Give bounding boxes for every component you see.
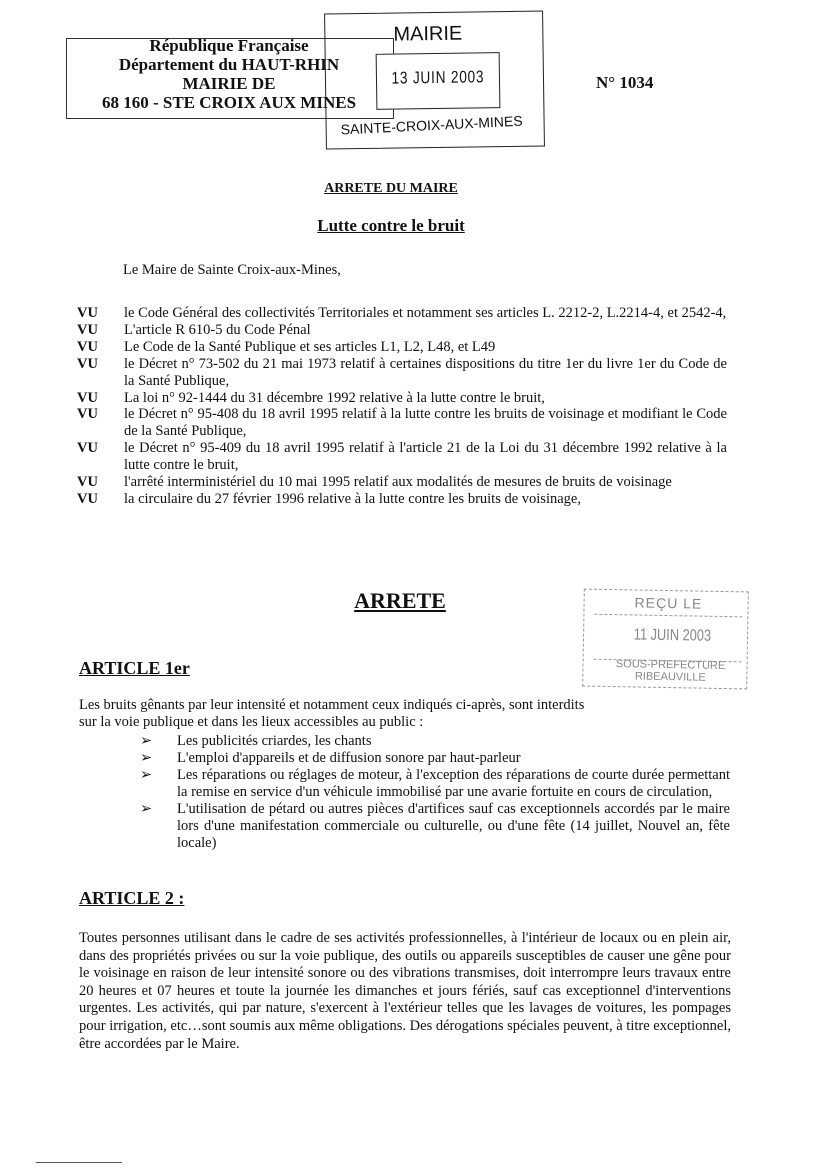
arrow-bullet-icon: ➢ [140, 750, 153, 766]
vu-text: le Décret n° 73-502 du 21 mai 1973 relatif à certaines dispositions du titre 1er du livre 1er du Code de la Santé Publique, [124, 355, 727, 389]
vu-text: La loi n° 92-1444 du 31 décembre 1992 relative à la lutte contre le bruit, [124, 389, 545, 406]
intro-line: Le Maire de Sainte Croix-aux-Mines, [123, 262, 341, 278]
article-1-intro-line-2: sur la voie publique et dans les lieux accessibles au public : [79, 714, 424, 730]
vu-label: VU [77, 389, 98, 406]
header-line-address: 68 160 - STE CROIX AUX MINES [101, 93, 357, 112]
header-line-department: Département du HAUT-RHIN [118, 55, 340, 74]
received-office-1: SOUS-PREFECTURE [615, 658, 726, 673]
received-date: 11 JUIN 2003 [633, 626, 712, 645]
article-1-bullets [140, 733, 730, 852]
received-office [595, 658, 745, 685]
vu-label: VU [77, 321, 98, 338]
bullet-item [140, 767, 730, 801]
stamp-title: MAIRIE [393, 22, 463, 46]
vu-item [77, 305, 727, 322]
vu-text: la circulaire du 27 février 1996 relative à la lutte contre les bruits de voisinage, [124, 490, 581, 507]
header-line-mairie: MAIRIE DE [182, 74, 276, 93]
arrow-bullet-icon: ➢ [140, 767, 153, 783]
stamp-town: SAINTE-CROIX-AUX-MINES [340, 112, 523, 138]
received-stamp [582, 589, 749, 690]
vu-label: VU [77, 474, 98, 491]
vu-label: VU [77, 440, 98, 457]
vu-item [77, 474, 727, 491]
header-line-republic: République Française [149, 36, 309, 55]
stamp-date-box [376, 52, 501, 110]
vu-item [77, 491, 727, 508]
vu-text: l'arrêté interministériel du 10 mai 1995 relatif aux modalités de mesures de bruits de voisinage [124, 474, 672, 491]
stamp-date: 13 JUIN 2003 [391, 67, 485, 88]
mairie-stamp [324, 10, 545, 149]
arrow-bullet-icon: ➢ [140, 801, 153, 817]
bullet-item [140, 801, 730, 852]
document-number: N° 1034 [596, 73, 654, 92]
document-subject: Lutte contre le bruit [317, 216, 465, 235]
bullet-item [140, 733, 730, 750]
vu-item [77, 440, 727, 474]
vu-item [77, 339, 727, 356]
bullet-text: Les publicités criardes, les chants [177, 733, 372, 749]
vu-text: Le Code de la Santé Publique et ses articles L1, L2, L48, et L49 [124, 338, 496, 355]
article-1-intro [79, 697, 719, 731]
bullet-item [140, 750, 730, 767]
vu-text: le Décret n° 95-408 du 18 avril 1995 relatif à la lutte contre les bruits de voisinage et modifiant le Code de la Santé Publique, [124, 406, 727, 440]
received-office-2: RIBEAUVILLE [634, 670, 706, 684]
vu-text: le Code Général des collectivités Territoriales et notamment ses articles L. 2212-2, L.2214-4, et 2542-4, [124, 305, 727, 321]
article-1-title: ARTICLE 1er [79, 658, 190, 678]
vu-label: VU [77, 490, 98, 507]
document-type: ARRETE DU MAIRE [324, 181, 458, 196]
article-1-intro-line-1: Les bruits gênants par leur intensité et notamment ceux indiqués ci-après, sont interdits [79, 697, 585, 713]
vu-label: VU [77, 406, 98, 423]
bullet-text: L'emploi d'appareils et de diffusion sonore par haut-parleur [177, 750, 521, 766]
bullet-text: Les réparations ou réglages de moteur, à l'exception des réparations de courte durée permettant la remise en service d'un véhicule immobilisé par une avarie fortuite en cours de circulation, [177, 767, 730, 800]
bullet-text: L'utilisation de pétard ou autres pièces d'artifices sauf cas exceptionnels accordés par le maire lors d'une manifestation commerciale ou culturelle, ou d'une fête (14 juillet, Nouvel an, fête locale) [177, 801, 730, 851]
vu-label: VU [77, 338, 98, 355]
vu-item [77, 390, 727, 407]
vu-label: VU [77, 305, 98, 321]
vu-label: VU [77, 355, 98, 372]
vu-text: le Décret n° 95-409 du 18 avril 1995 relatif à l'article 21 de la Loi du 31 décembre 1992 relative à la lutte contre le bruit, [124, 440, 727, 474]
article-2-text: Toutes personnes utilisant dans le cadre de ses activités professionnelles, à l'intérieur de locaux ou en plein air, dans des propriétés privées ou sur la voie publique, des outils ou appareils susceptibles de causer une gêne pour le voisinage en raison de leur intensité sonore ou des vibrations transmises, doit interrompre leurs travaux entre 20 heures et 07 heures et toute la journée les dimanches et jours fériés, sauf cas exceptionnel d'interventions urgentes. Les activités, qui par nature, s'exercent à l'extérieur telles que les lavages de voitures, les pompages pour irrigation, etc…sont soumis aux même obligations. Des dérogations spéciales peuvent, à titre exceptionnel, être accordées par le Maire. [79, 930, 731, 1052]
vu-item [77, 406, 727, 440]
footer-rule [36, 1162, 122, 1163]
vu-item [77, 356, 727, 390]
arrow-bullet-icon: ➢ [140, 733, 153, 749]
arrete-heading: ARRETE [354, 588, 446, 613]
vu-list [77, 305, 727, 508]
vu-item [77, 322, 727, 339]
vu-text: L'article R 610-5 du Code Pénal [124, 321, 311, 338]
article-2-title: ARTICLE 2 : [79, 888, 185, 908]
received-label: REÇU LE [634, 594, 703, 612]
